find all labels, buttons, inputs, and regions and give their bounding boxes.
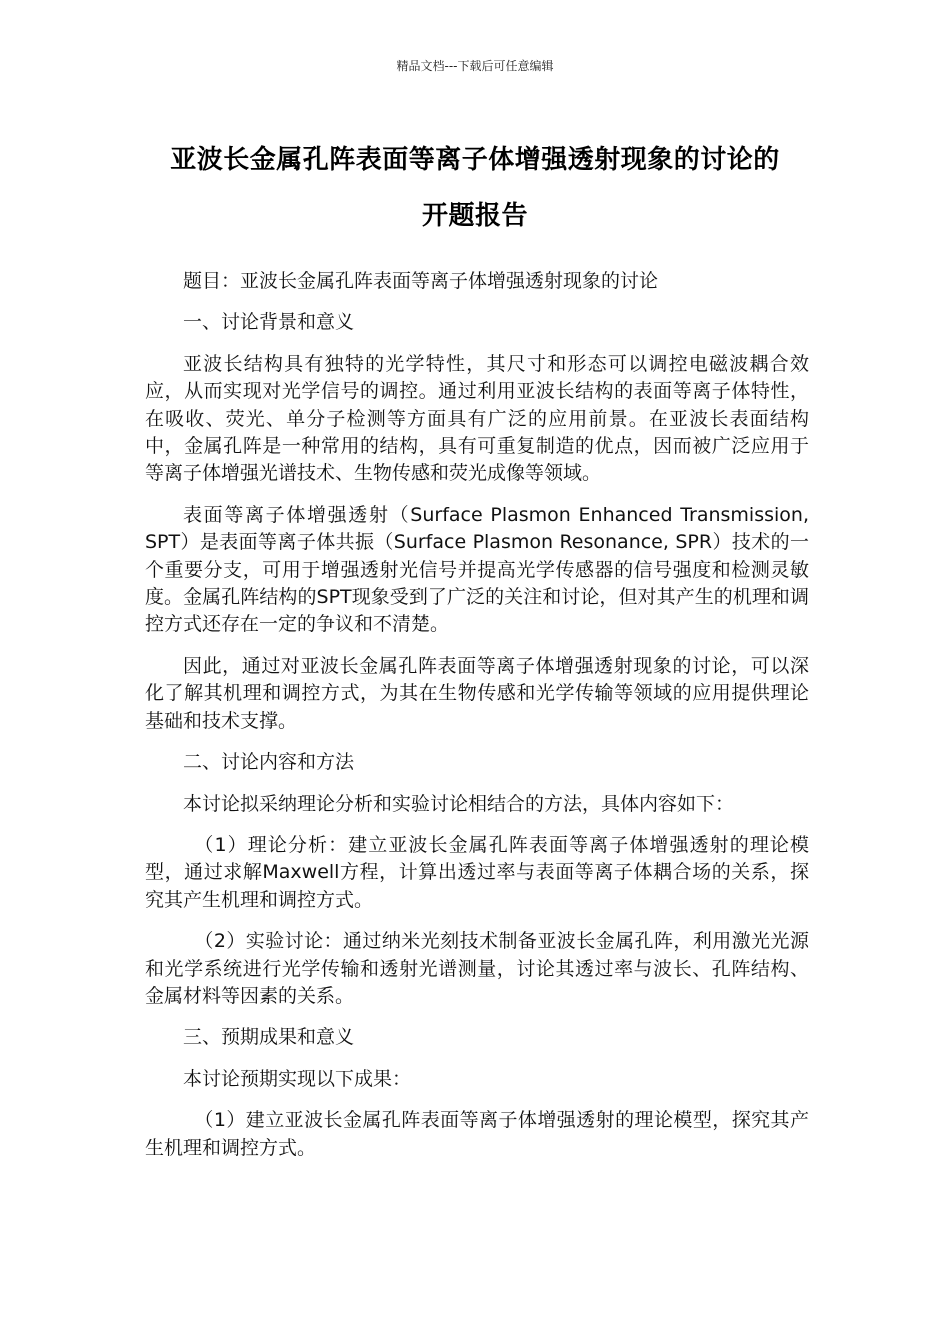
section-1-paragraph-1: 亚波长结构具有独特的光学特性，其尺寸和形态可以调控电磁波耦合效应，从而实现对光学信号的调控。通过利用亚波长结构的表面等离子体特性，在吸收、荧光、单分子检测等方面具有广泛的应用前景。在亚波长表面结构中，金属孔阵是一种常用的结构，具有可重复制造的优点，因而被广泛应用于等离子体增强光谱技术、生物传感和荧光成像等领域。 [145,352,809,485]
section-1-heading: 一、讨论背景和意义 [183,311,355,334]
document-title-line-1: 亚波长金属孔阵表面等离子体增强透射现象的讨论的 [170,145,780,175]
header-note: 精品文档---下载后可任意编辑 [396,59,554,73]
topic-line: 题目：亚波长金属孔阵表面等离子体增强透射现象的讨论 [183,270,659,292]
section-2-item-2: （2）实验讨论：通过纳米光刻技术制备亚波长金属孔阵，利用激光光源和光学系统进行光学传输和透射光谱测量，讨论其透过率与波长、孔阵结构、金属材料等因素的关系。 [145,930,809,1007]
section-2-item-1: （1）理论分析：建立亚波长金属孔阵表面等离子体增强透射的理论模型，通过求解Maxwell方程，计算出透过率与表面等离子体耦合场的关系，探究其产生机理和调控方式。 [145,833,809,911]
section-1-paragraph-2: 表面等离子体增强透射（Surface Plasmon Enhanced Transmission, SPT）是表面等离子体共振（Surface Plasmon Resonance, SPR）技术的一个重要分支，可用于增强透射光信号并提高光学传感器的信号强度和检测灵敏度。金属孔阵结构的SPT现象受到了广泛的关注和讨论，但对其产生的机理和调控方式还存在一定的争议和不清楚。 [145,503,809,636]
section-2-heading: 二、讨论内容和方法 [183,751,355,774]
document-title-line-2: 开题报告 [421,201,528,231]
section-3-item-1: （1）建立亚波长金属孔阵表面等离子体增强透射的理论模型，探究其产生机理和调控方式。 [145,1109,809,1159]
section-2-intro: 本讨论拟采纳理论分析和实验讨论相结合的方法，具体内容如下： [183,792,735,815]
section-3-heading: 三、预期成果和意义 [183,1026,355,1049]
section-3-intro: 本讨论预期实现以下成果： [183,1067,412,1090]
document-body [145,268,809,1176]
section-1-paragraph-3: 因此，通过对亚波长金属孔阵表面等离子体增强透射现象的讨论，可以深化了解其机理和调控方式，为其在生物传感和光学传输等领域的应用提供理论基础和技术支撑。 [145,654,809,732]
